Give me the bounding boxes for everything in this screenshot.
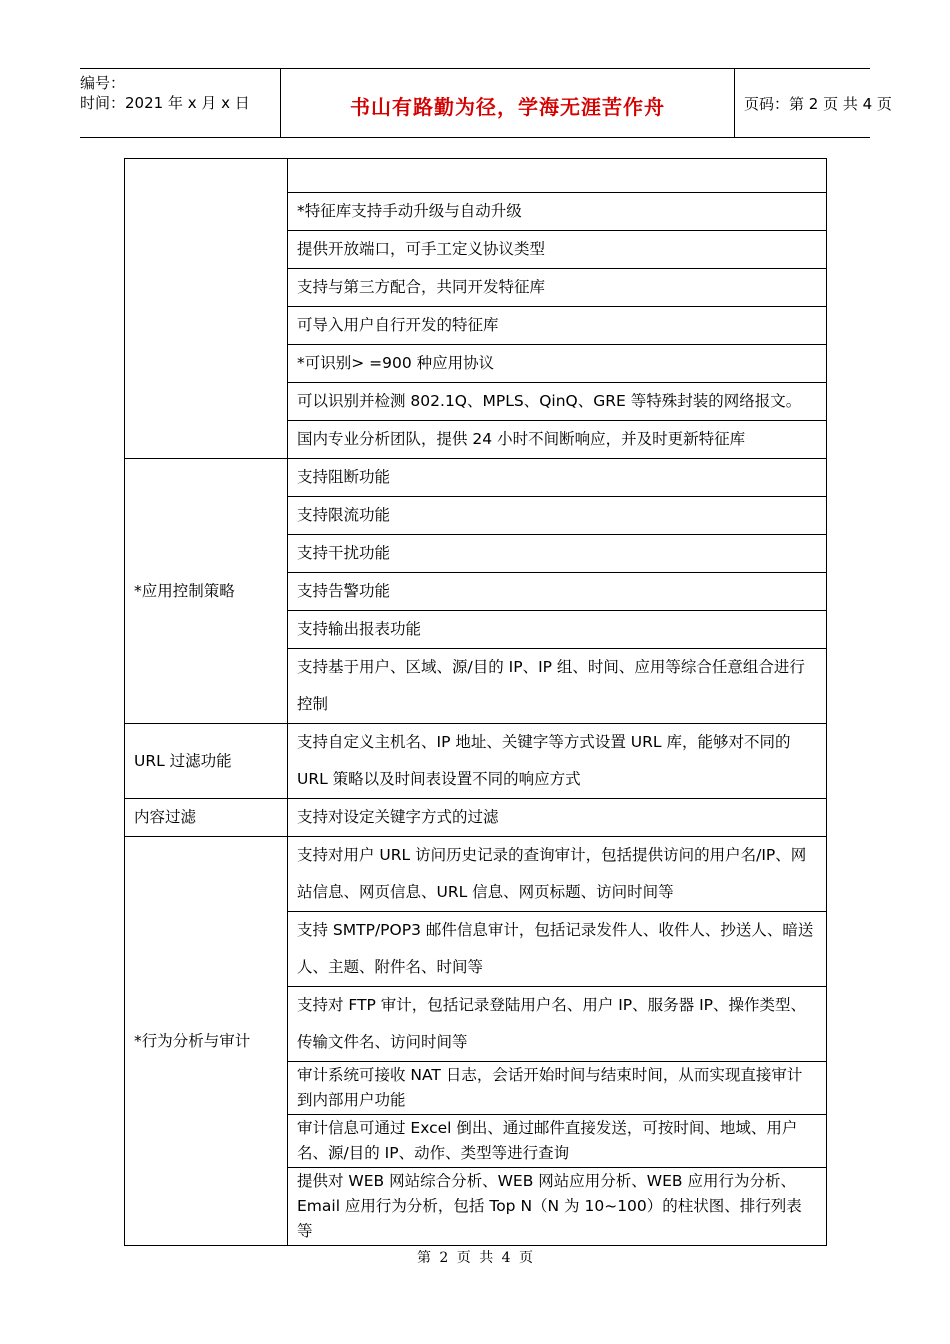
page-header [80, 68, 892, 138]
header-meta [80, 69, 280, 137]
group-label: 内容过滤 [125, 799, 288, 837]
spec-item: 支持对 FTP 审计，包括记录登陆用户名、用户 IP、服务器 IP、操作类型、传输文件名、访问时间等 [288, 987, 827, 1062]
table-row [125, 837, 827, 912]
document-number-label: 编号： [80, 74, 126, 92]
table-row [125, 459, 827, 497]
spec-item: 提供对 WEB 网站综合分析、WEB 网站应用分析、WEB 应用行为分析、Email 应用行为分析，包括 Top N（N 为 10~100）的柱状图、排行列表等 [288, 1168, 827, 1246]
spec-item: 提供开放端口，可手工定义协议类型 [288, 231, 827, 269]
header-page-code: 页码：第 2 页 共 4 页 [744, 95, 892, 113]
spec-item: 支持输出报表功能 [288, 611, 827, 649]
spec-item: 支持与第三方配合，共同开发特征库 [288, 269, 827, 307]
page-footer: 第 2 页 共 4 页 [416, 1250, 534, 1266]
spec-item: *特征库支持手动升级与自动升级 [288, 193, 827, 231]
spec-item: 可导入用户自行开发的特征库 [288, 307, 827, 345]
spec-item: 审计信息可通过 Excel 倒出、通过邮件直接发送，可按时间、地域、用户名、源/目的 IP、动作、类型等进行查询 [288, 1115, 827, 1168]
table-row [125, 799, 827, 837]
spec-item: 审计系统可接收 NAT 日志，会话开始时间与结束时间，从而实现直接审计到内部用户功能 [288, 1062, 827, 1115]
group-label: *行为分析与审计 [125, 837, 288, 1246]
header-motto: 书山有路勤为径，学海无涯苦作舟 [350, 95, 665, 119]
group-label: URL 过滤功能 [125, 724, 288, 799]
spec-item: 可以识别并检测 802.1Q、MPLS、QinQ、GRE 等特殊封装的网络报文。 [288, 383, 827, 421]
spec-table [124, 158, 827, 1246]
group-label [125, 159, 288, 459]
table-row [125, 724, 827, 799]
header-motto-cell [280, 69, 735, 137]
spec-item: *可识别> =900 种应用协议 [288, 345, 827, 383]
document-time-label: 时间：2021 年 x 月 x 日 [80, 94, 250, 112]
spec-item: 支持限流功能 [288, 497, 827, 535]
spec-item: 支持基于用户、区域、源/目的 IP、IP 组、时间、应用等综合任意组合进行控制 [288, 649, 827, 724]
spec-item: 支持对用户 URL 访问历史记录的查询审计，包括提供访问的用户名/IP、网站信息、网页信息、URL 信息、网页标题、访问时间等 [288, 837, 827, 912]
table-row [125, 159, 827, 193]
spec-item: 国内专业分析团队，提供 24 小时不间断响应，并及时更新特征库 [288, 421, 827, 459]
group-label: *应用控制策略 [125, 459, 288, 724]
spec-item [288, 159, 827, 193]
spec-item: 支持对设定关键字方式的过滤 [288, 799, 827, 837]
spec-item: 支持阻断功能 [288, 459, 827, 497]
spec-item: 支持自定义主机名、IP 地址、关键字等方式设置 URL 库，能够对不同的 URL 策略以及时间表设置不同的响应方式 [288, 724, 827, 799]
spec-item: 支持干扰功能 [288, 535, 827, 573]
spec-item: 支持 SMTP/POP3 邮件信息审计，包括记录发件人、收件人、抄送人、暗送人、主题、附件名、时间等 [288, 912, 827, 987]
spec-item: 支持告警功能 [288, 573, 827, 611]
